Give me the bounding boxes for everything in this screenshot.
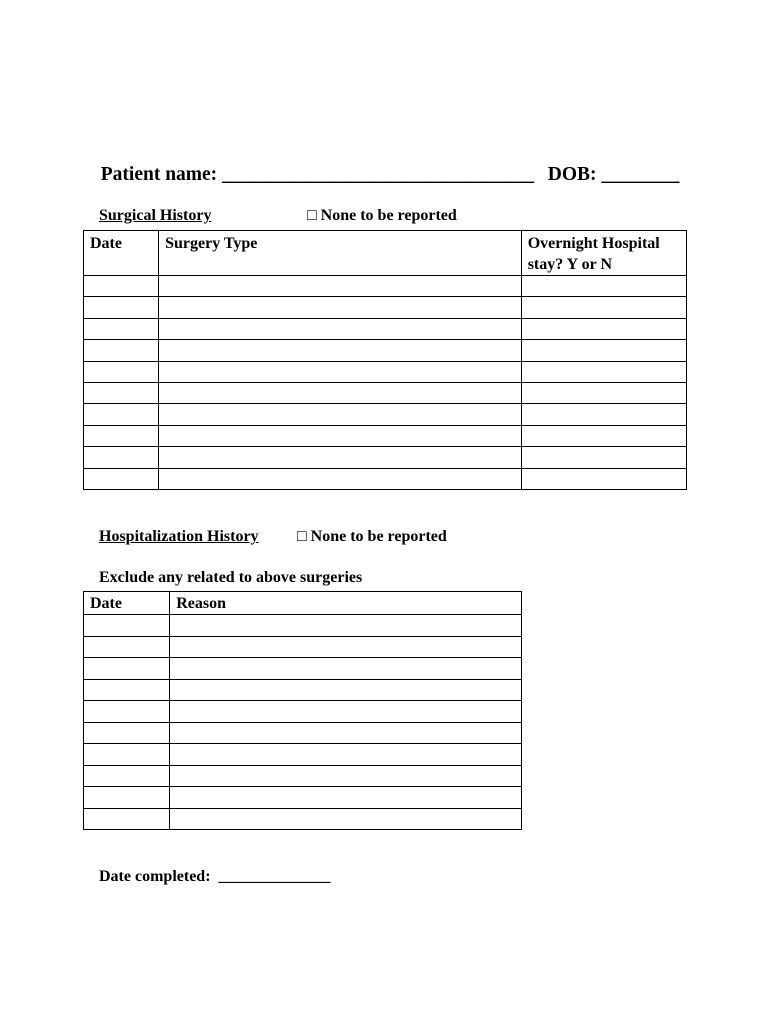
hospitalization-col-date: Date: [84, 592, 170, 615]
surgical-table-cell[interactable]: [521, 276, 686, 297]
hospitalization-note-text: Exclude any related to above surgeries: [99, 569, 363, 586]
surgical-table-cell[interactable]: [84, 447, 159, 468]
surgical-col-surgery-type: Surgery Type: [159, 231, 522, 276]
surgical-table-cell[interactable]: [159, 340, 522, 361]
surgical-table-row: [84, 425, 687, 446]
surgical-table-cell[interactable]: [84, 318, 159, 339]
hospitalization-table-cell[interactable]: [84, 722, 170, 744]
surgical-table-header: [84, 231, 687, 276]
hospitalization-note: [91, 551, 362, 587]
surgical-col-date: Date: [84, 231, 159, 276]
hospitalization-history-title: Hospitalization History: [99, 528, 259, 545]
hospitalization-history-table: [83, 591, 522, 830]
surgical-table-cell[interactable]: [521, 361, 686, 382]
surgical-table-row: [84, 318, 687, 339]
surgical-table-cell[interactable]: [159, 318, 522, 339]
surgical-table-row: [84, 468, 687, 489]
surgical-table-cell[interactable]: [521, 468, 686, 489]
hospitalization-table-row: [84, 744, 522, 766]
hospitalization-history-heading: [91, 510, 259, 546]
dob-header: [538, 142, 679, 186]
hospitalization-table-cell[interactable]: [84, 636, 170, 658]
hospitalization-table-header: [84, 592, 522, 615]
hospitalization-table-cell[interactable]: [84, 615, 170, 637]
date-completed-field[interactable]: Date completed: ______________: [99, 868, 331, 885]
dob-field[interactable]: DOB: ________: [547, 164, 680, 185]
hospitalization-table-row: [84, 679, 522, 701]
hospitalization-table-cell[interactable]: [170, 658, 522, 680]
surgical-table-cell[interactable]: [159, 276, 522, 297]
surgical-history-title: Surgical History: [99, 207, 212, 224]
hospitalization-table-cell[interactable]: [170, 615, 522, 637]
date-completed: [91, 850, 331, 886]
hospitalization-table-row: [84, 722, 522, 744]
surgical-col-overnight-stay: Overnight Hospital stay? Y or N: [521, 231, 686, 276]
surgical-table-cell[interactable]: [521, 447, 686, 468]
hospitalization-table-cell[interactable]: [170, 636, 522, 658]
surgical-table-cell[interactable]: [84, 404, 159, 425]
surgical-table-cell[interactable]: [159, 297, 522, 318]
surgical-table-row: [84, 361, 687, 382]
hospitalization-table-cell[interactable]: [84, 658, 170, 680]
hospitalization-table-row: [84, 808, 522, 830]
surgical-table-cell[interactable]: [159, 382, 522, 403]
hospitalization-col-reason: Reason: [170, 592, 522, 615]
surgical-table-cell[interactable]: [159, 361, 522, 382]
hospitalization-table-cell[interactable]: [170, 701, 522, 723]
hospitalization-table-cell[interactable]: [84, 679, 170, 701]
surgical-table-row: [84, 340, 687, 361]
surgical-table-cell[interactable]: [159, 425, 522, 446]
surgical-table-cell[interactable]: [84, 425, 159, 446]
surgical-table-cell[interactable]: [159, 447, 522, 468]
surgical-table-row: [84, 447, 687, 468]
hospitalization-table-cell[interactable]: [84, 765, 170, 787]
hospitalization-table-cell[interactable]: [84, 701, 170, 723]
hospitalization-table-cell[interactable]: [170, 744, 522, 766]
hospitalization-table-cell[interactable]: [170, 679, 522, 701]
surgical-none-checkbox-label[interactable]: □ None to be reported: [307, 207, 457, 224]
surgical-table-cell[interactable]: [84, 468, 159, 489]
surgical-table-cell[interactable]: [521, 382, 686, 403]
surgical-table-row: [84, 297, 687, 318]
surgical-table-cell[interactable]: [521, 340, 686, 361]
surgical-table-cell[interactable]: [521, 297, 686, 318]
patient-name-field[interactable]: Patient name: ________________________________: [100, 164, 535, 185]
surgical-none-option[interactable]: [299, 189, 457, 225]
hospitalization-table-cell[interactable]: [170, 722, 522, 744]
hospitalization-table-cell[interactable]: [84, 744, 170, 766]
surgical-table-cell[interactable]: [84, 382, 159, 403]
patient-header: [91, 142, 534, 186]
hospitalization-table-row: [84, 636, 522, 658]
surgical-table-cell[interactable]: [84, 340, 159, 361]
surgical-table-cell[interactable]: [159, 468, 522, 489]
hospitalization-none-checkbox-label[interactable]: □ None to be reported: [297, 528, 447, 545]
hospitalization-table-cell[interactable]: [84, 808, 170, 830]
hospitalization-table-cell[interactable]: [84, 787, 170, 809]
surgical-table-cell[interactable]: [521, 404, 686, 425]
hospitalization-table-row: [84, 765, 522, 787]
surgical-table-cell[interactable]: [521, 425, 686, 446]
hospitalization-table-row: [84, 615, 522, 637]
surgical-table-cell[interactable]: [84, 276, 159, 297]
hospitalization-table-row: [84, 658, 522, 680]
surgical-table-cell[interactable]: [159, 404, 522, 425]
surgical-table-cell[interactable]: [84, 361, 159, 382]
hospitalization-table-row: [84, 701, 522, 723]
surgical-table-cell[interactable]: [84, 297, 159, 318]
hospitalization-table-row: [84, 787, 522, 809]
surgical-history-table: [83, 230, 687, 490]
surgical-history-heading: [91, 189, 211, 225]
surgical-table-cell[interactable]: [521, 318, 686, 339]
hospitalization-table-cell[interactable]: [170, 787, 522, 809]
hospitalization-table-cell[interactable]: [170, 765, 522, 787]
surgical-table-row: [84, 382, 687, 403]
hospitalization-none-option[interactable]: [289, 510, 447, 546]
hospitalization-table-cell[interactable]: [170, 808, 522, 830]
surgical-table-row: [84, 404, 687, 425]
surgical-table-row: [84, 276, 687, 297]
